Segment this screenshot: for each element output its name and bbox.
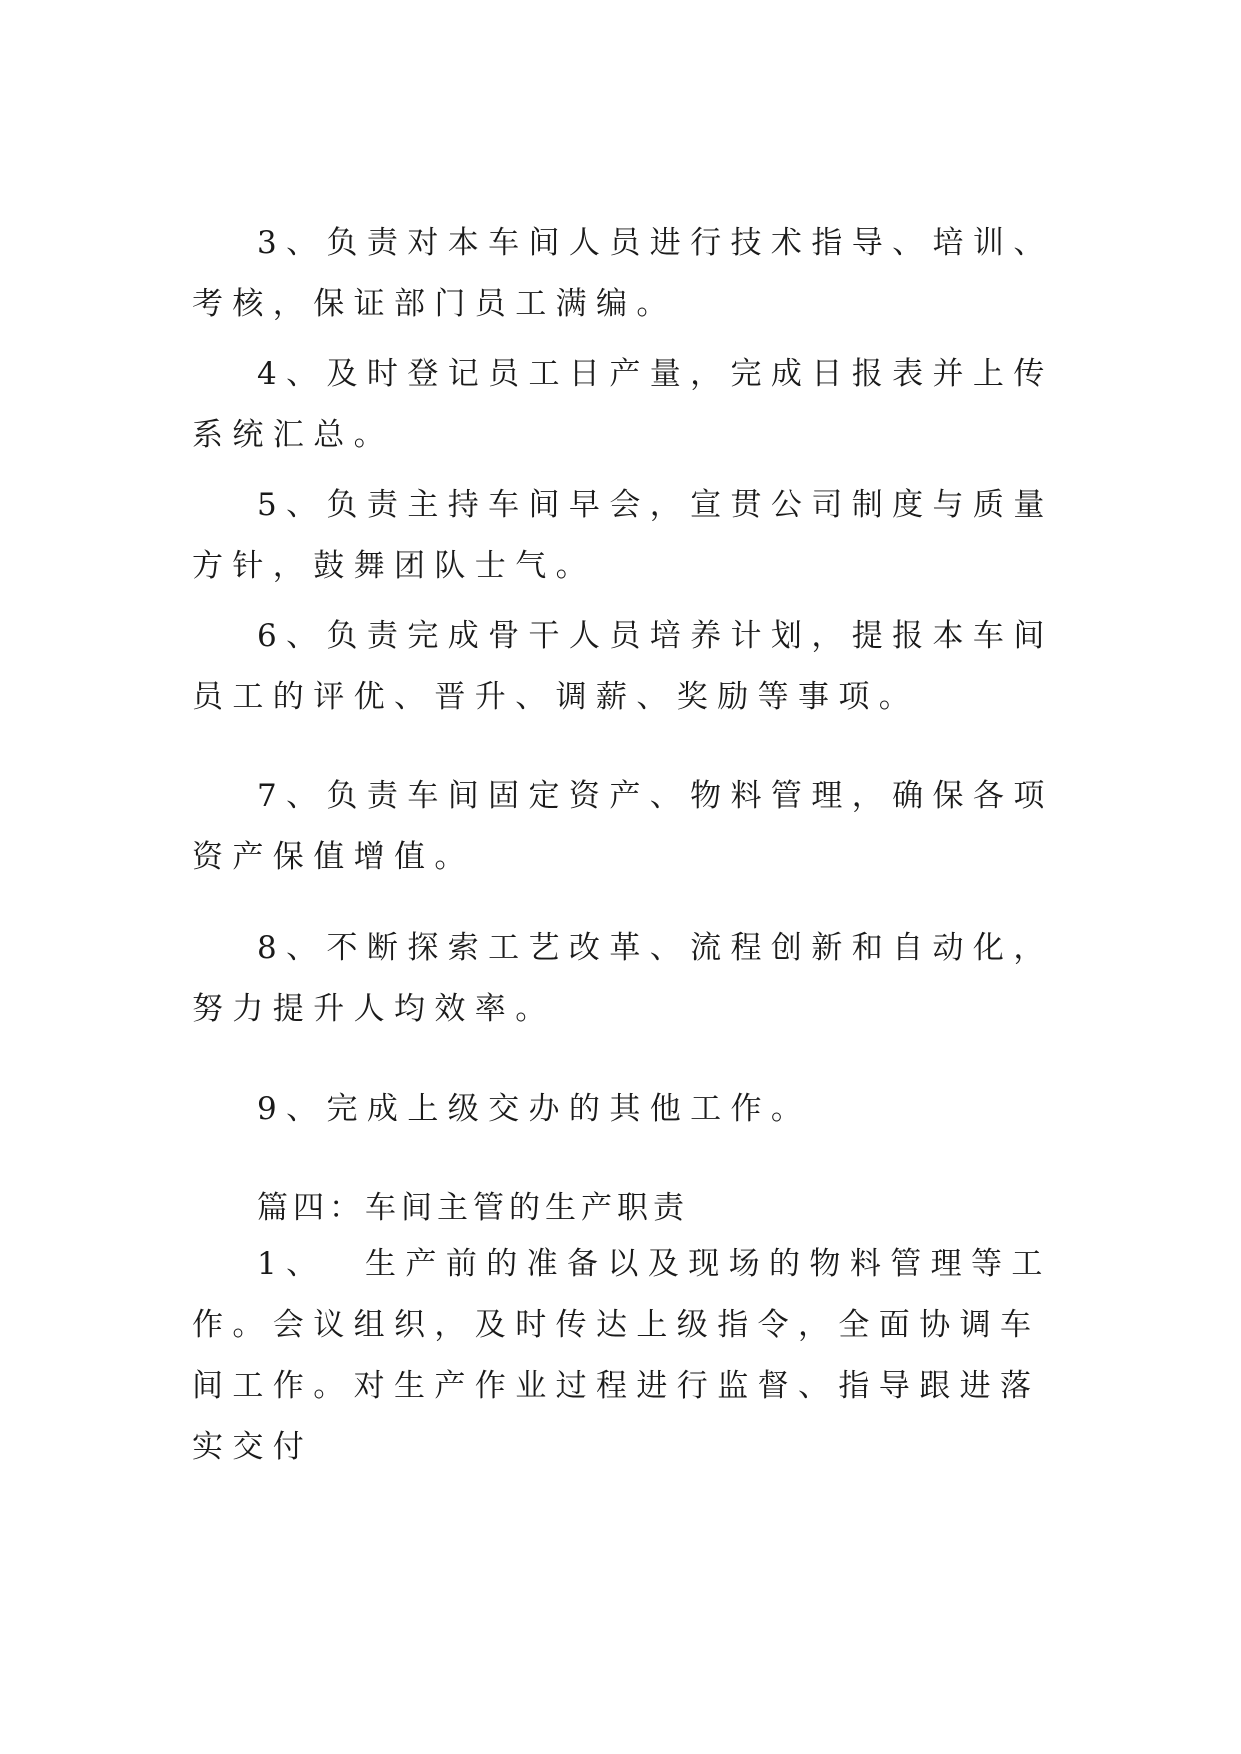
duty-item-8: 8、不断探索工艺改革、流程创新和自动化，努力提升人均效率。 <box>192 930 1054 1027</box>
duty-item-6: 6、负责完成骨干人员培养计划，提报本车间员工的评优、晋升、调薪、奖励等事项。 <box>192 618 1054 715</box>
duty-item-3: 3、负责对本车间人员进行技术指导、培训、考核，保证部门员工满编。 <box>192 225 1054 322</box>
duty-item-4: 4、及时登记员工日产量，完成日报表并上传系统汇总。 <box>192 356 1054 453</box>
section-heading: 篇四：车间主管的生产职责 <box>257 1190 689 1226</box>
duty-item-5: 5、负责主持车间早会，宣贯公司制度与质量方针，鼓舞团队士气。 <box>192 487 1054 584</box>
duty-item-7: 7、负责车间固定资产、物料管理，确保各项资产保值增值。 <box>192 778 1054 875</box>
duty-item-9: 9、完成上级交办的其他工作。 <box>257 1091 812 1127</box>
section-duty-item-1: 1、 生产前的准备以及现场的物料管理等工作。会议组织，及时传达上级指令，全面协调车间工作。对生产作业过程进行监督、指导跟进落实交付 <box>192 1246 1052 1465</box>
